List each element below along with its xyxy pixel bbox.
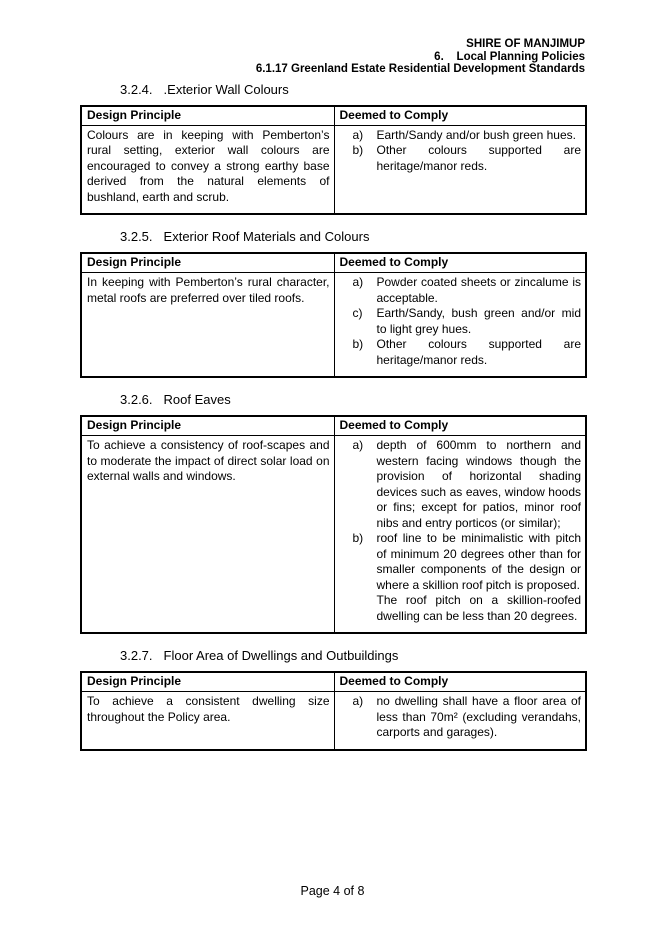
list-marker: b) [352,337,364,351]
comply-item [340,694,582,741]
column-header-design-principle: Design Principle [81,106,334,126]
list-item-text: Other colours supported are heritage/manor reds. [376,143,581,173]
comply-item [340,337,582,368]
section-heading [120,648,585,663]
section-title: Floor Area of Dwellings and Outbuildings [163,648,399,663]
section-exterior-roof-materials [80,229,585,378]
section-title: Exterior Roof Materials and Colours [163,229,370,244]
list-marker: b) [352,143,364,157]
list-marker: b) [352,531,364,545]
list-item-text: Earth/Sandy and/or bush green hues. [376,127,576,142]
list-marker: c) [352,306,363,320]
section-floor-area [80,648,585,751]
table-body-row [81,273,586,378]
policy-table [80,252,587,378]
header-policy-title: 6.1.17 Greenland Estate Residential Development Standards [255,63,585,75]
column-header-deemed-to-comply: Deemed to Comply [334,106,586,126]
list-marker: a) [352,438,364,452]
column-header-design-principle: Design Principle [81,416,334,436]
table-body-row [81,436,586,634]
table-body-row [81,125,586,214]
list-item-text: depth of 600mm to northern and western facing windows though the provision of horizontal shading devices such as eaves, window hoods or fins; except for patios, minor roof nibs and entry porticos (or similar); [376,438,581,530]
list-item-text: Earth/Sandy, bush green and/or mid to light grey hues. [376,306,581,336]
section-roof-eaves [80,392,585,634]
design-principle-cell: To achieve a consistent dwelling size throughout the Policy area. [81,692,334,750]
comply-item [340,531,582,624]
design-principle-cell: To achieve a consistency of roof-scapes and to moderate the impact of direct solar load on external walls and windows. [81,436,334,634]
design-principle-cell: In keeping with Pemberton’s rural character, metal roofs are preferred over tiled roofs. [81,273,334,378]
column-header-deemed-to-comply: Deemed to Comply [334,672,586,692]
section-title: Roof Eaves [163,392,231,407]
section-heading [120,82,585,97]
list-item-paragraph: roof line to be minimalistic with pitch of minimum 20 degrees other than for smaller components of the design or where a skillion roof pitch is proposed. [376,531,581,592]
deemed-to-comply-cell [334,436,586,634]
list-marker: a) [352,694,364,708]
list-item-text: no dwelling shall have a floor area of less than 70m² (excluding verandahs, carports and garages). [376,694,581,739]
section-number: 3.2.7. [120,648,153,663]
list-item-text: Powder coated sheets or zincalume is acceptable. [376,275,581,305]
section-number: 3.2.6. [120,392,153,407]
section-heading [120,229,585,244]
comply-item [340,306,582,337]
comply-item [340,275,582,306]
table-header-row [81,253,586,273]
column-header-deemed-to-comply: Deemed to Comply [334,416,586,436]
document-body [80,82,585,751]
comply-item [340,143,582,174]
list-marker: a) [352,127,364,142]
section-heading [120,392,585,407]
section-exterior-wall-colours [80,82,585,216]
section-title: .Exterior Wall Colours [163,81,289,97]
section-number: 3.2.4. [120,81,153,97]
column-header-deemed-to-comply: Deemed to Comply [334,253,586,273]
policy-table [80,671,587,751]
column-header-design-principle: Design Principle [81,253,334,273]
table-body-row [81,692,586,750]
document-header [0,0,585,76]
deemed-to-comply-cell [334,273,586,378]
page-number-footer: Page 4 of 8 [300,884,365,898]
table-header-row [81,416,586,436]
section-number: 3.2.5. [120,229,153,244]
comply-item [340,438,582,531]
deemed-to-comply-cell [334,692,586,750]
header-policy-chapter: 6. Local Planning Policies [434,50,585,63]
list-marker: a) [352,275,364,289]
list-item-paragraph: The roof pitch on a skillion-roofed dwelling can be less than 20 degrees. [376,593,581,623]
comply-item [340,128,582,144]
deemed-to-comply-cell [334,125,586,214]
list-item-text [377,531,582,624]
table-header-row [81,672,586,692]
header-org-name: SHIRE OF MANJIMUP [466,38,585,50]
policy-table [80,105,587,216]
policy-table [80,415,587,634]
column-header-design-principle: Design Principle [81,672,334,692]
table-header-row [81,106,586,126]
design-principle-cell: Colours are in keeping with Pemberton’s rural setting, exterior wall colours are encouraged to convey a strong earthy base derived from the natural elements of bushland, earth and scrub. [81,125,334,214]
list-item-text: Other colours supported are heritage/manor reds. [376,337,581,367]
